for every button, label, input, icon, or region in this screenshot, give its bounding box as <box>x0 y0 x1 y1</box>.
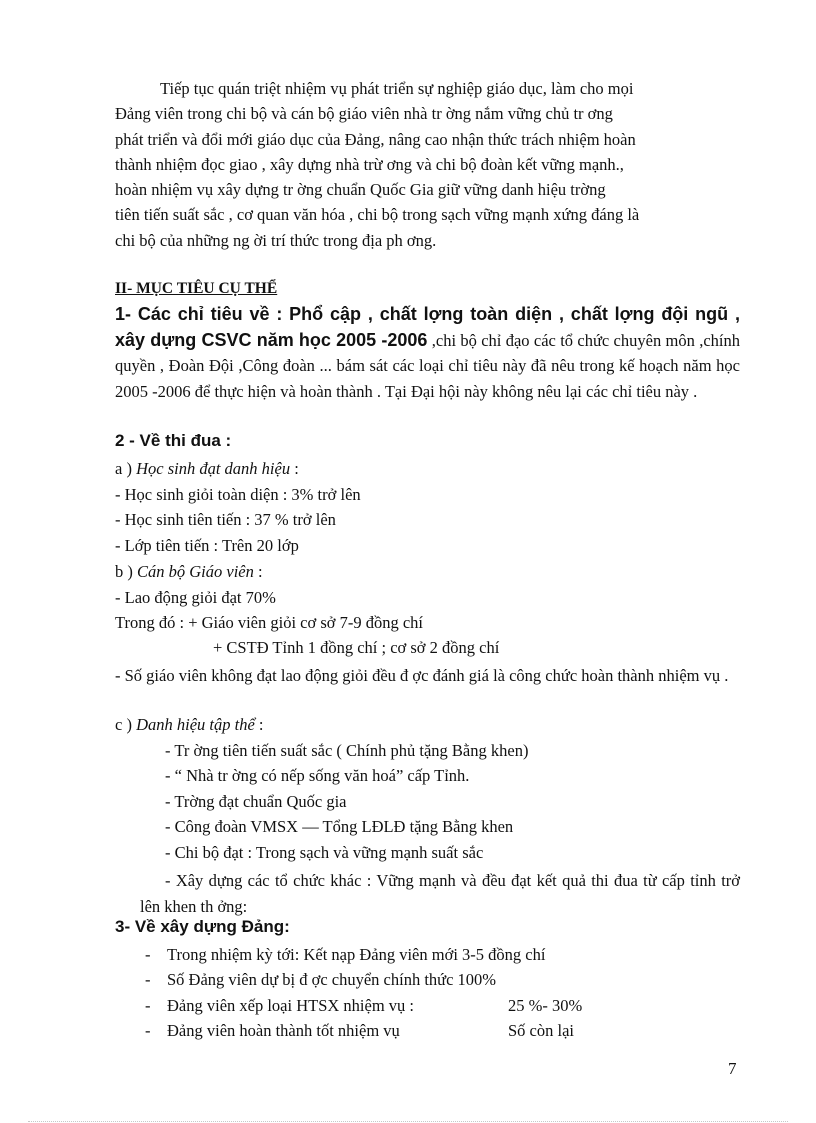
list-item: - Học sinh giỏi toàn diện : 3% trở lên <box>115 485 361 504</box>
item2a-prefix: a ) <box>115 459 137 478</box>
list-item: - Chi bộ đạt : Trong sạch và vững mạnh suất sắc <box>165 843 484 862</box>
item1-heading: 1- Các chỉ tiêu về : Phổ cập , chất lợng toàn diện , chất lợng đội ngũ , xây dựng CSVC năm học 2005 -2006 <box>115 304 740 350</box>
item3-heading: 3- Về xây dựng Đảng: <box>115 917 290 936</box>
list-item-dash: - <box>145 996 151 1015</box>
item2-heading: 2 - Về thi đua : <box>115 431 232 450</box>
item2a-suffix: : <box>290 459 299 478</box>
item2c-heading <box>115 715 264 735</box>
list-item: - Tr ờng tiên tiến suất sắc ( Chính phủ tặng Bằng khen) <box>165 741 529 760</box>
item2c-suffix: : <box>254 715 264 734</box>
intro-line: phát triển và đổi mới giáo dục của Đảng, nâng cao nhận thức trách nhiệm hoàn <box>115 129 636 149</box>
intro-paragraph <box>115 76 740 253</box>
list-item: - Lớp tiên tiến : Trên 20 lớp <box>115 536 299 555</box>
list-item: - Số giáo viên không đạt lao động giỏi đều đ ợc đánh giá là công chức hoàn thành nhiệm vụ . <box>115 666 729 685</box>
list-item-text: Trong nhiệm kỳ tới: Kết nạp Đảng viên mới 3-5 đồng chí <box>167 945 546 964</box>
item2a-label: Học sinh đạt danh hiệu <box>136 459 291 478</box>
page-bottom-divider <box>28 1121 788 1122</box>
intro-line: tiên tiến suất sắc , cơ quan văn hóa , chi bộ trong sạch vững mạnh xứng đáng là <box>115 205 640 225</box>
list-item-text: Đảng viên hoàn thành tốt nhiệm vụ <box>167 1021 400 1040</box>
list-item: Trong đó : + Giáo viên giỏi cơ sở 7-9 đồng chí <box>115 613 424 632</box>
list-item: - Lao động giỏi đạt 70% <box>115 588 276 607</box>
page-number: 7 <box>728 1059 737 1078</box>
list-item-text: Số Đảng viên dự bị đ ợc chuyển chính thức 100% <box>167 970 497 989</box>
list-item-dash: - <box>145 1021 151 1040</box>
intro-line: thành nhiệm đọc giao , xây dựng nhà trừ ơng và chi bộ đoàn kết vững mạnh., <box>115 154 624 174</box>
intro-line: Đảng viên trong chi bộ và cán bộ giáo viên nhà tr ờng nắm vững chủ tr ơng <box>115 104 613 124</box>
item2b-suffix: : <box>253 562 263 581</box>
item2c-label: Danh hiệu tập thể <box>136 715 255 734</box>
item1-body: ,chi bộ chỉ đạo các tổ chức chuyên môn ,chính quyền , Đoàn Đội ,Công đoàn ... bám sát các loại chỉ tiêu này đã nêu trong kế hoạch năm học 2005 -2006 để thực hiện và hoàn thành . Tại Đại hội này không nêu lại các chỉ tiêu này . <box>115 330 740 401</box>
section-title: II- MỤC TIÊU CỤ THỂ <box>115 280 278 297</box>
intro-line: hoàn nhiệm vụ xây dựng tr ờng chuẩn Quốc Gia giữ vững danh hiệu trờng <box>115 180 606 200</box>
list-item: + CSTĐ Tỉnh 1 đồng chí ; cơ sở 2 đồng chí <box>213 638 500 657</box>
list-item: - Xây dựng các tổ chức khác : Vững mạnh và đều đạt kết quả thi đua từ cấp tỉnh trở lên khen th ởng: <box>140 871 740 916</box>
list-item-value: Số còn lại <box>508 1021 574 1040</box>
list-item-value: 25 %- 30% <box>508 996 583 1015</box>
item2b-label: Cán bộ Giáo viên <box>137 562 254 581</box>
item1-paragraph <box>115 302 740 404</box>
item2b-prefix: b ) <box>115 562 137 581</box>
list-item-dash: - <box>145 970 151 989</box>
list-item: - Học sinh tiên tiến : 37 % trở lên <box>115 510 336 529</box>
list-item-text: Đảng viên xếp loại HTSX nhiệm vụ : <box>167 996 415 1015</box>
item2b-heading <box>115 562 263 582</box>
list-item-dash: - <box>145 945 151 964</box>
intro-line: chi bộ của những ng ời trí thức trong địa ph ơng. <box>115 230 437 250</box>
intro-line: Tiếp tục quán triệt nhiệm vụ phát triển sự nghiệp giáo dục, làm cho mọi <box>160 79 634 98</box>
item2c-prefix: c ) <box>115 715 137 734</box>
list-item: - Trờng đạt chuẩn Quốc gia <box>165 792 347 811</box>
item2a-heading <box>115 459 299 479</box>
list-item: - “ Nhà tr ờng có nếp sống văn hoá” cấp Tỉnh. <box>165 766 470 785</box>
list-item: - Công đoàn VMSX — Tổng LĐLĐ tặng Bằng khen <box>165 817 514 836</box>
